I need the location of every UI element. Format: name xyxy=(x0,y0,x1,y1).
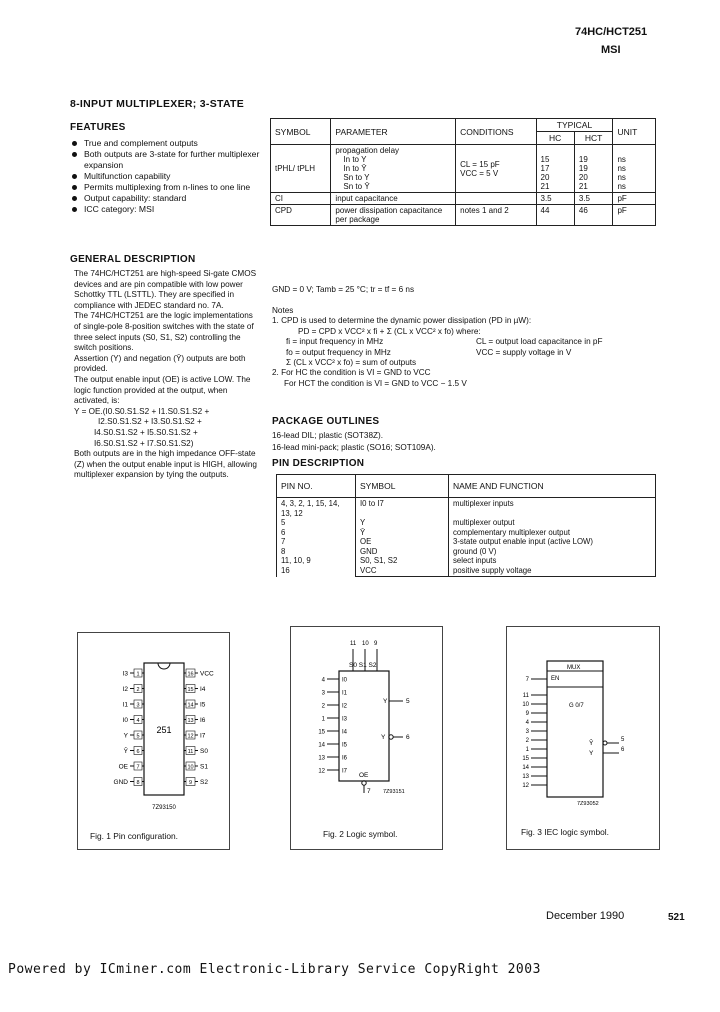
input-label: I7 xyxy=(342,768,348,775)
pin-number: 5 xyxy=(136,733,140,740)
table-row: tPHL/ tPLH propagation delay In to Y In to Ȳ Sn to Y Sn to Ȳ CL = 15 pF VCC = 5 V 15 17 20 21 19 19 20 21 ns ns ns ns xyxy=(271,145,656,193)
family-label: MSI xyxy=(601,44,621,56)
chip-label: 251 xyxy=(156,725,172,735)
g-label: G 0/7 xyxy=(569,703,584,709)
logic-equation: I6.S0.S1.S2 + I7.S0.S1.S2) xyxy=(94,438,194,448)
pin-label: S0 xyxy=(200,748,208,755)
package-heading: PACKAGE OUTLINES xyxy=(272,416,380,427)
select-pin: 10 xyxy=(362,641,369,647)
input-label: I3 xyxy=(342,716,348,723)
iec-symbol-diagram xyxy=(507,627,659,807)
paragraph: The 74HC/HCT251 are high-speed Si-gate CMOS devices and are pin compatible with low power Schottky TTL (LSTTL). They are specified in compliance with JEDEC standard no. 7A. xyxy=(74,269,257,310)
list-item: True and complement outputs xyxy=(70,138,260,149)
test-conditions: GND = 0 V; Tamb = 25 °C; tr = tf = 6 ns xyxy=(272,285,415,294)
col-hc: HC xyxy=(536,132,574,145)
paragraph: The 74HC/HCT251 are the logic implementations of single-pole 8-position switches with the state of three select inputs (S0, S1, S2) controlling the switch positions. xyxy=(74,311,254,353)
pin-number: 12 xyxy=(187,733,194,740)
list-item: Both outputs are 3-state for further multiplexer expansion xyxy=(70,149,260,171)
list-item: Multifunction capability xyxy=(70,171,260,182)
input-label: I5 xyxy=(342,742,348,749)
input-pin: 15 xyxy=(318,729,325,736)
col-conditions: CONDITIONS xyxy=(456,119,536,145)
pin-label: Y xyxy=(123,732,128,740)
pin-number: 3 xyxy=(136,702,140,709)
pin-label: I1 xyxy=(122,701,128,709)
col-symbol: SYMBOL xyxy=(271,119,331,145)
package-line: 16-lead DIL; plastic (SOT38Z). xyxy=(272,431,384,440)
pin-label: I6 xyxy=(200,717,206,724)
figure-logic-symbol xyxy=(290,626,443,850)
input-label: I0 xyxy=(342,677,348,684)
notes: Notes 1. CPD is used to determine the dynamic power dissipation (PD in µW): PD = CPD x VCC² x fi + Σ (CL x VCC² x fo) where: fi = input frequency in MHz fo = output frequency in MHz Σ (CL x VCC² x fo) = sum of outputs CL = output load capacitance in pF VCC = supply voltage in V 2. For HC the condition is VI = GND to VCC For HCT the condition is VI = GND to VCC − 1.5 V xyxy=(272,306,603,388)
logic-symbol-diagram xyxy=(291,627,442,807)
input-pin: 4 xyxy=(321,677,325,684)
oe-label: OE xyxy=(359,772,369,779)
list-item: Permits multiplexing from n-lines to one line xyxy=(70,182,260,193)
input-pin: 3 xyxy=(525,729,529,736)
page-number: 521 xyxy=(668,912,685,923)
logic-equation: I2.S0.S1.S2 + I3.S0.S1.S2 + xyxy=(98,417,202,427)
pin-label: Ȳ xyxy=(123,748,128,755)
pin-description-heading: PIN DESCRIPTION xyxy=(272,458,365,469)
input-pin: 1 xyxy=(525,747,529,754)
input-label: I6 xyxy=(342,755,348,762)
input-pin: 13 xyxy=(522,774,529,781)
input-pin: 13 xyxy=(318,755,325,762)
svg-text:Y: Y xyxy=(589,750,594,757)
col-unit: UNIT xyxy=(613,119,656,145)
logic-equation: Y = OE.(I0.S0.S1.S2 + I1.S0.S1.S2 + xyxy=(74,406,210,416)
table-row: CPD power dissipation capacitance per package notes 1 and 2 44 46 pF xyxy=(271,205,656,226)
input-pin: 3 xyxy=(321,690,325,697)
pin-label: VCC xyxy=(200,670,214,678)
paragraph: The output enable input (OE) is active LOW. The logic function provided at the output, when activated, is: xyxy=(74,374,251,406)
pin-label: I4 xyxy=(200,686,206,693)
pin-number: 6 xyxy=(136,749,140,755)
figure-pin-configuration xyxy=(77,632,230,850)
output-y-label: Y xyxy=(383,698,388,705)
figure-iec-symbol xyxy=(506,626,660,850)
input-pin: 14 xyxy=(318,742,325,749)
figure-caption: Fig. 2 Logic symbol. xyxy=(323,829,398,839)
output-y-pin: 5 xyxy=(406,698,410,705)
pin-number: 13 xyxy=(187,718,194,724)
pin-number: 8 xyxy=(136,780,140,786)
input-pin: 11 xyxy=(522,693,529,700)
pin-number: 11 xyxy=(187,749,194,755)
input-pin: 12 xyxy=(318,768,325,775)
pin-label: OE xyxy=(118,763,128,771)
pin-diagram xyxy=(78,643,229,823)
table-row: CI input capacitance 3.5 3.5 pF xyxy=(271,193,656,205)
input-label: I4 xyxy=(342,729,348,736)
pin-label: I0 xyxy=(122,717,128,724)
input-pin: 1 xyxy=(321,716,325,723)
pin-number: 2 xyxy=(136,687,140,693)
figure-code: 7Z93052 xyxy=(577,801,599,807)
table-row: 4, 3, 2, 1, 15, 14, 13, 12 5 6 7 8 11, 10, 9 16 I0 to I7 Y Ȳ OE GND S0, S1, S2 VCC multiplexer inputs multiplexer output complementary multiplexer output 3-state output enable input (active LOW) ground (0 V) select inputs positive supply voltage xyxy=(277,498,656,577)
part-number: 74HC/HCT251 xyxy=(575,26,648,38)
select-pin: 9 xyxy=(374,641,378,647)
input-pin: 2 xyxy=(321,703,325,710)
pin-label: S1 xyxy=(200,763,208,771)
figure-caption: Fig. 1 Pin configuration. xyxy=(90,831,178,841)
pin-number: 15 xyxy=(187,687,194,693)
pin-number: 4 xyxy=(136,718,140,724)
table-header: PIN NO. SYMBOL NAME AND FUNCTION xyxy=(277,475,656,498)
input-pin: 10 xyxy=(522,702,529,709)
col-hct: HCT xyxy=(574,132,613,145)
svg-text:Ȳ: Ȳ xyxy=(589,740,594,747)
figure-caption: Fig. 3 IEC logic symbol. xyxy=(521,827,609,837)
input-label: I2 xyxy=(342,703,348,710)
general-heading: GENERAL DESCRIPTION xyxy=(70,254,196,265)
output-yb-label: Y xyxy=(381,734,386,741)
package-line: 16-lead mini-pack; plastic (SO16; SOT109A). xyxy=(272,443,436,452)
pin-label: S2 xyxy=(200,779,208,786)
pin-table xyxy=(276,474,656,577)
paragraph: Assertion (Y) and negation (Ȳ) outputs are both provided. xyxy=(74,353,246,374)
features-list xyxy=(70,138,260,215)
pin-label: GND xyxy=(113,779,128,786)
col-parameter: PARAMETER xyxy=(331,119,456,145)
input-label: I1 xyxy=(342,690,348,697)
select-labels: S0 S1 S2 xyxy=(349,662,377,669)
pin-number: 7 xyxy=(136,764,140,771)
pin-label: I5 xyxy=(200,701,206,709)
paragraph: Both outputs are in the high impedance OFF-state (Z) when the output enable input is HIGH, allowing multiplexer expansion by tying the outputs. xyxy=(74,449,257,480)
general-description xyxy=(74,269,260,481)
out-pin-5: 5 xyxy=(621,737,625,743)
figure-code: 7Z93151 xyxy=(383,789,405,795)
list-item: Output capability: standard xyxy=(70,193,260,204)
characteristics-table xyxy=(270,118,656,226)
pin-number: 10 xyxy=(187,764,194,771)
col-typical: TYPICAL xyxy=(536,119,613,132)
pin-label: I3 xyxy=(122,670,128,678)
input-pin: 9 xyxy=(525,711,529,718)
pin-number: 9 xyxy=(188,780,193,786)
figure-code: 7Z93150 xyxy=(152,805,176,811)
input-pin: 4 xyxy=(525,720,529,727)
output-yb-pin: 6 xyxy=(406,734,410,741)
input-pin: 12 xyxy=(522,783,529,790)
features-heading: FEATURES xyxy=(70,122,126,133)
out-pin-6: 6 xyxy=(621,747,625,753)
pin-label: I2 xyxy=(122,686,128,693)
pin-number: 14 xyxy=(187,702,194,709)
copyright-line: Powered by ICminer.com Electronic-Library Service CopyRight 2003 xyxy=(8,962,541,977)
select-pin: 11 xyxy=(350,641,357,647)
input-pin: 7 xyxy=(525,677,529,684)
input-pin: 2 xyxy=(525,738,529,745)
logic-equation: I4.S0.S1.S2 + I5.S0.S1.S2 + xyxy=(94,427,198,437)
list-item: ICC category: MSI xyxy=(70,204,260,215)
page-title: 8-INPUT MULTIPLEXER; 3-STATE xyxy=(70,98,245,110)
pin-number: 16 xyxy=(187,671,194,678)
oe-pin: 7 xyxy=(367,788,371,795)
en-label: EN xyxy=(551,676,560,682)
input-pin: 14 xyxy=(522,765,529,772)
input-pin: 15 xyxy=(522,756,529,763)
pin-number: 1 xyxy=(136,671,140,678)
footer-date: December 1990 xyxy=(546,910,625,922)
mux-label: MUX xyxy=(567,665,581,671)
pin-label: I7 xyxy=(200,732,206,740)
